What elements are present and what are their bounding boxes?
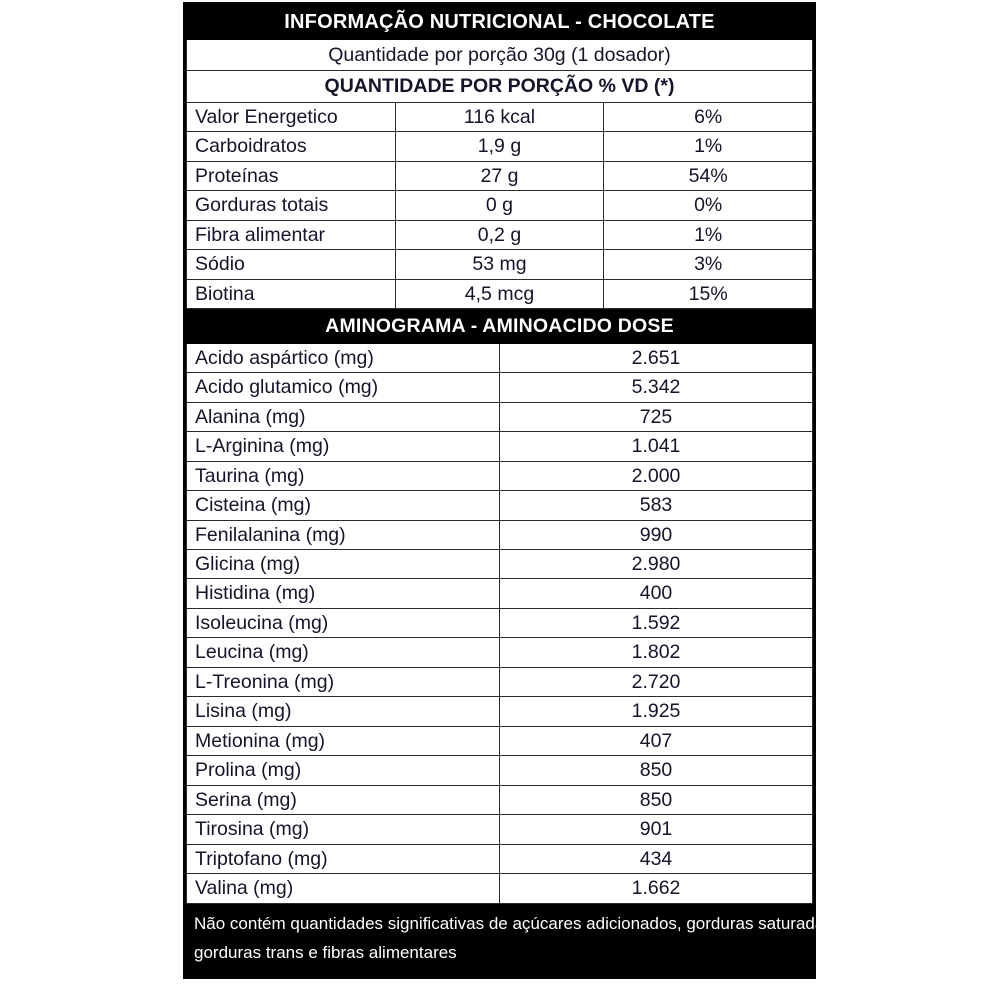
table-body xyxy=(187,6,813,103)
aminogram-row-name: Tirosina (mg) xyxy=(187,815,500,844)
aminogram-row-name: Valina (mg) xyxy=(187,874,500,903)
aminogram-title: AMINOGRAMA - AMINOACIDO DOSE xyxy=(187,310,813,343)
aminogram-row-name: Taurina (mg) xyxy=(187,461,500,490)
nutrition-row xyxy=(187,220,813,249)
aminogram-row-value: 400 xyxy=(500,579,813,608)
nutrition-row-daily-value: 1% xyxy=(604,220,813,249)
aminogram-row xyxy=(187,667,813,696)
nutrition-row-daily-value: 1% xyxy=(604,132,813,161)
aminogram-row-value: 1.925 xyxy=(500,697,813,726)
aminogram-row xyxy=(187,844,813,873)
aminogram-row xyxy=(187,874,813,903)
nutrition-row-name: Sódio xyxy=(187,250,396,279)
aminogram-row-name: Histidina (mg) xyxy=(187,579,500,608)
aminogram-row-name: Acido glutamico (mg) xyxy=(187,373,500,402)
aminogram-row-name: Alanina (mg) xyxy=(187,402,500,431)
aminogram-table xyxy=(186,309,813,903)
aminogram-row xyxy=(187,373,813,402)
nutrition-row xyxy=(187,191,813,220)
aminogram-row xyxy=(187,638,813,667)
aminogram-row-name: L-Treonina (mg) xyxy=(187,667,500,696)
nutrition-row xyxy=(187,161,813,190)
aminogram-row-value: 2.980 xyxy=(500,549,813,578)
aminogram-row-value: 583 xyxy=(500,491,813,520)
aminogram-row-name: Serina (mg) xyxy=(187,785,500,814)
nutrition-row xyxy=(187,250,813,279)
nutrition-row-value: 0,2 g xyxy=(395,220,604,249)
aminogram-row-value: 2.651 xyxy=(500,343,813,372)
nutrition-facts-label xyxy=(183,2,833,979)
nutrition-row-value: 0 g xyxy=(395,191,604,220)
aminogram-row-name: L-Arginina (mg) xyxy=(187,432,500,461)
aminogram-row-name: Cisteina (mg) xyxy=(187,491,500,520)
aminogram-row xyxy=(187,432,813,461)
column-header-text: QUANTIDADE POR PORÇÃO % VD (*) xyxy=(187,71,813,102)
aminogram-row xyxy=(187,785,813,814)
aminogram-rows-group xyxy=(187,343,813,903)
nutrition-rows-group xyxy=(187,102,813,308)
aminogram-row xyxy=(187,697,813,726)
nutrition-row-name: Proteínas xyxy=(187,161,396,190)
aminogram-row xyxy=(187,343,813,372)
label-title-row xyxy=(187,6,813,40)
aminogram-row-value: 1.041 xyxy=(500,432,813,461)
nutrition-row-name: Biotina xyxy=(187,279,396,308)
footnote-line-2: gorduras trans e fibras alimentares xyxy=(194,943,457,963)
label-title: INFORMAÇÃO NUTRICIONAL - CHOCOLATE xyxy=(187,6,813,40)
aminogram-row-name: Isoleucina (mg) xyxy=(187,608,500,637)
aminogram-row-value: 1.802 xyxy=(500,638,813,667)
aminogram-row-value: 2.000 xyxy=(500,461,813,490)
aminogram-row xyxy=(187,726,813,755)
aminogram-row-name: Fenilalanina (mg) xyxy=(187,520,500,549)
aminogram-row-name: Lisina (mg) xyxy=(187,697,500,726)
nutrition-row-name: Fibra alimentar xyxy=(187,220,396,249)
aminogram-row-name: Acido aspártico (mg) xyxy=(187,343,500,372)
nutrition-row-daily-value: 3% xyxy=(604,250,813,279)
aminogram-row-value: 434 xyxy=(500,844,813,873)
footnote xyxy=(186,904,833,977)
aminogram-row-value: 2.720 xyxy=(500,667,813,696)
aminogram-row xyxy=(187,491,813,520)
aminogram-row xyxy=(187,402,813,431)
nutrition-row-name: Valor Energetico xyxy=(187,102,396,131)
aminogram-row-value: 5.342 xyxy=(500,373,813,402)
nutrition-row-name: Carboidratos xyxy=(187,132,396,161)
aminogram-title-row xyxy=(187,310,813,343)
aminogram-row-value: 990 xyxy=(500,520,813,549)
nutrition-row xyxy=(187,102,813,131)
aminogram-row xyxy=(187,608,813,637)
aminogram-row-name: Triptofano (mg) xyxy=(187,844,500,873)
aminogram-row xyxy=(187,579,813,608)
nutrition-row-value: 1,9 g xyxy=(395,132,604,161)
aminogram-row-value: 850 xyxy=(500,785,813,814)
nutrition-row-value: 27 g xyxy=(395,161,604,190)
serving-size-row xyxy=(187,40,813,71)
footnote-line-1: Não contém quantidades significativas de açúcares adicionados, gorduras saturadas xyxy=(194,913,833,933)
aminogram-row xyxy=(187,461,813,490)
serving-size-text: Quantidade por porção 30g (1 dosador) xyxy=(187,40,813,71)
nutrition-row-daily-value: 15% xyxy=(604,279,813,308)
nutrition-row-value: 53 mg xyxy=(395,250,604,279)
column-header-row xyxy=(187,71,813,102)
nutrition-row-daily-value: 0% xyxy=(604,191,813,220)
nutrition-row-value: 116 kcal xyxy=(395,102,604,131)
nutrition-row-value: 4,5 mcg xyxy=(395,279,604,308)
nutrition-row xyxy=(187,132,813,161)
aminogram-row-name: Leucina (mg) xyxy=(187,638,500,667)
aminogram-row-value: 1.662 xyxy=(500,874,813,903)
aminogram-row xyxy=(187,815,813,844)
aminogram-row-value: 407 xyxy=(500,726,813,755)
aminogram-row-value: 725 xyxy=(500,402,813,431)
aminogram-row-value: 850 xyxy=(500,756,813,785)
nutrition-row xyxy=(187,279,813,308)
nutrition-row-name: Gorduras totais xyxy=(187,191,396,220)
aminogram-row-value: 901 xyxy=(500,815,813,844)
aminogram-row-value: 1.592 xyxy=(500,608,813,637)
aminogram-row-name: Prolina (mg) xyxy=(187,756,500,785)
nutrition-row-daily-value: 54% xyxy=(604,161,813,190)
nutrition-row-daily-value: 6% xyxy=(604,102,813,131)
aminogram-row xyxy=(187,756,813,785)
nutrition-facts-table xyxy=(186,5,813,309)
aminogram-row xyxy=(187,520,813,549)
aminogram-row-name: Glicina (mg) xyxy=(187,549,500,578)
aminogram-row-name: Metionina (mg) xyxy=(187,726,500,755)
aminogram-body xyxy=(187,310,813,343)
aminogram-row xyxy=(187,549,813,578)
